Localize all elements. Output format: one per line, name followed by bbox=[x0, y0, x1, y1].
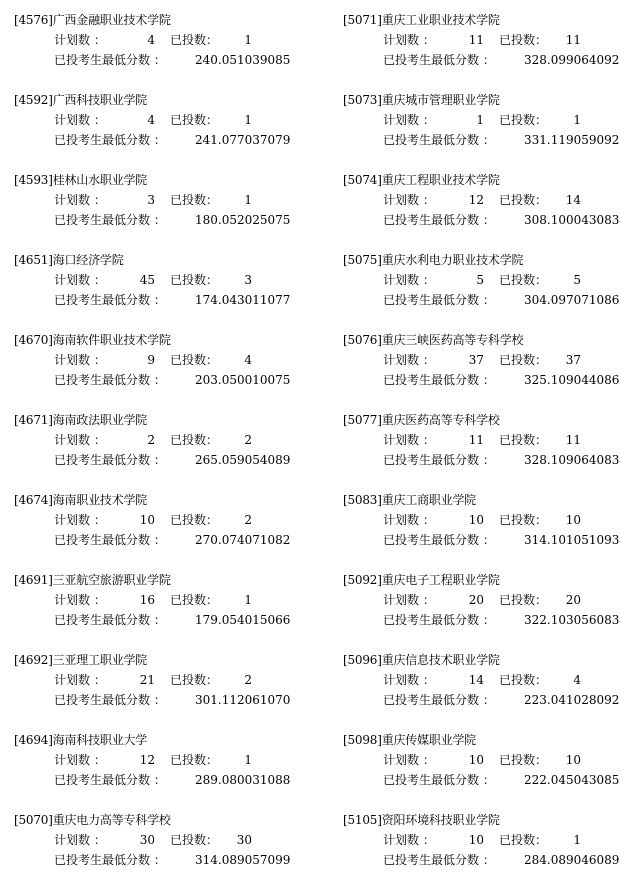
cast-count-value: 1 bbox=[244, 33, 252, 47]
cast-count-value: 1 bbox=[244, 593, 252, 607]
cast-count-value: 20 bbox=[565, 593, 581, 607]
school-title: [5071]重庆工业职业技术学院 bbox=[343, 13, 500, 27]
cast-count-label: 已投数： bbox=[499, 513, 548, 527]
school-title: [5074]重庆工程职业技术学院 bbox=[343, 173, 500, 187]
counts-line bbox=[343, 190, 631, 210]
school-entry bbox=[343, 170, 631, 250]
plan-count-value: 21 bbox=[139, 673, 155, 687]
school-entry bbox=[14, 170, 314, 250]
min-score-label: 已投考生最低分数 ： bbox=[383, 133, 495, 147]
min-score-label: 已投考生最低分数 ： bbox=[54, 853, 166, 867]
plan-count-value: 45 bbox=[139, 273, 155, 287]
plan-count-label: 计划数 ： bbox=[383, 433, 435, 447]
min-score-value: 314.089057099 bbox=[195, 853, 291, 867]
school-entry bbox=[14, 490, 314, 570]
plan-count-label: 计划数 ： bbox=[383, 33, 435, 47]
school-title: [4691]三亚航空旅游职业学院 bbox=[14, 573, 171, 587]
school-title-line bbox=[14, 650, 314, 670]
min-score-line bbox=[343, 850, 631, 870]
school-entry bbox=[343, 330, 631, 410]
cast-count-label: 已投数： bbox=[499, 33, 548, 47]
min-score-label: 已投考生最低分数 ： bbox=[383, 613, 495, 627]
min-score-value: 240.051039085 bbox=[195, 53, 291, 67]
plan-count-label: 计划数 ： bbox=[54, 753, 106, 767]
school-title: [4670]海南软件职业技术学院 bbox=[14, 333, 171, 347]
school-title-line bbox=[343, 90, 631, 110]
counts-line bbox=[14, 750, 314, 770]
plan-count-label: 计划数 ： bbox=[54, 593, 106, 607]
min-score-label: 已投考生最低分数 ： bbox=[54, 133, 166, 147]
cast-count-value: 1 bbox=[244, 113, 252, 127]
min-score-value: 314.101051093 bbox=[524, 533, 620, 547]
min-score-label: 已投考生最低分数 ： bbox=[383, 53, 495, 67]
cast-count-value: 5 bbox=[573, 273, 581, 287]
min-score-line bbox=[343, 50, 631, 70]
min-score-line bbox=[14, 210, 314, 230]
cast-count-value: 1 bbox=[573, 113, 581, 127]
school-entry bbox=[343, 810, 631, 890]
min-score-value: 322.103056083 bbox=[524, 613, 620, 627]
plan-count-value: 5 bbox=[476, 273, 484, 287]
plan-count-value: 4 bbox=[147, 33, 155, 47]
plan-count-label: 计划数 ： bbox=[54, 833, 106, 847]
min-score-label: 已投考生最低分数 ： bbox=[383, 693, 495, 707]
counts-line bbox=[14, 430, 314, 450]
cast-count-value: 3 bbox=[244, 273, 252, 287]
school-title-line bbox=[14, 730, 314, 750]
school-entry bbox=[343, 570, 631, 650]
counts-line bbox=[343, 590, 631, 610]
cast-count-value: 4 bbox=[244, 353, 252, 367]
cast-count-value: 1 bbox=[244, 753, 252, 767]
min-score-value: 223.041028092 bbox=[524, 693, 620, 707]
min-score-line bbox=[14, 690, 314, 710]
school-entry bbox=[343, 650, 631, 730]
school-title: [5092]重庆电子工程职业学院 bbox=[343, 573, 500, 587]
min-score-value: 328.109064083 bbox=[524, 453, 620, 467]
cast-count-value: 11 bbox=[565, 433, 581, 447]
min-score-line bbox=[14, 610, 314, 630]
school-title-line bbox=[343, 570, 631, 590]
min-score-line bbox=[343, 290, 631, 310]
min-score-line bbox=[343, 450, 631, 470]
min-score-line bbox=[14, 850, 314, 870]
school-entry bbox=[14, 410, 314, 490]
school-title-line bbox=[343, 490, 631, 510]
school-title: [5098]重庆传媒职业学院 bbox=[343, 733, 477, 747]
school-title: [5076]重庆三峡医药高等专科学校 bbox=[343, 333, 524, 347]
min-score-line bbox=[343, 130, 631, 150]
min-score-value: 222.045043085 bbox=[524, 773, 620, 787]
school-title: [5096]重庆信息技术职业学院 bbox=[343, 653, 500, 667]
counts-line bbox=[343, 270, 631, 290]
cast-count-label: 已投数： bbox=[170, 193, 219, 207]
plan-count-label: 计划数 ： bbox=[54, 193, 106, 207]
cast-count-value: 1 bbox=[244, 193, 252, 207]
min-score-line bbox=[343, 770, 631, 790]
school-title: [5083]重庆工商职业学院 bbox=[343, 493, 477, 507]
cast-count-value: 2 bbox=[244, 433, 252, 447]
plan-count-label: 计划数 ： bbox=[383, 513, 435, 527]
min-score-line bbox=[343, 370, 631, 390]
min-score-value: 328.099064092 bbox=[524, 53, 620, 67]
school-title-line bbox=[343, 730, 631, 750]
school-entry bbox=[343, 730, 631, 810]
cast-count-value: 4 bbox=[573, 673, 581, 687]
plan-count-value: 2 bbox=[147, 433, 155, 447]
min-score-label: 已投考生最低分数 ： bbox=[383, 213, 495, 227]
school-title-line bbox=[14, 570, 314, 590]
plan-count-label: 计划数 ： bbox=[54, 113, 106, 127]
plan-count-label: 计划数 ： bbox=[54, 513, 106, 527]
min-score-label: 已投考生最低分数 ： bbox=[54, 613, 166, 627]
cast-count-label: 已投数： bbox=[170, 433, 219, 447]
min-score-value: 203.050010075 bbox=[195, 373, 291, 387]
min-score-value: 325.109044086 bbox=[524, 373, 620, 387]
school-entry bbox=[14, 570, 314, 650]
school-title: [5070]重庆电力高等专科学校 bbox=[14, 813, 171, 827]
plan-count-label: 计划数 ： bbox=[383, 353, 435, 367]
min-score-line bbox=[343, 690, 631, 710]
school-title-line bbox=[14, 90, 314, 110]
plan-count-value: 10 bbox=[468, 753, 484, 767]
school-title-line bbox=[343, 810, 631, 830]
cast-count-label: 已投数： bbox=[499, 833, 548, 847]
school-title: [4651]海口经济学院 bbox=[14, 253, 124, 267]
min-score-line bbox=[14, 290, 314, 310]
min-score-value: 331.119059092 bbox=[524, 133, 620, 147]
min-score-value: 265.059054089 bbox=[195, 453, 291, 467]
cast-count-label: 已投数： bbox=[170, 593, 219, 607]
plan-count-value: 37 bbox=[468, 353, 484, 367]
cast-count-label: 已投数： bbox=[170, 353, 219, 367]
school-title-line bbox=[343, 170, 631, 190]
plan-count-label: 计划数 ： bbox=[383, 113, 435, 127]
plan-count-label: 计划数 ： bbox=[383, 193, 435, 207]
cast-count-label: 已投数： bbox=[170, 113, 219, 127]
plan-count-value: 10 bbox=[468, 833, 484, 847]
cast-count-label: 已投数： bbox=[499, 273, 548, 287]
min-score-value: 284.089046089 bbox=[524, 853, 620, 867]
plan-count-label: 计划数 ： bbox=[54, 273, 106, 287]
min-score-label: 已投考生最低分数 ： bbox=[383, 853, 495, 867]
school-title-line bbox=[14, 10, 314, 30]
min-score-line bbox=[14, 50, 314, 70]
counts-line bbox=[343, 830, 631, 850]
school-title: [4674]海南职业技术学院 bbox=[14, 493, 148, 507]
cast-count-label: 已投数： bbox=[170, 513, 219, 527]
cast-count-label: 已投数： bbox=[499, 353, 548, 367]
min-score-value: 289.080031088 bbox=[195, 773, 291, 787]
counts-line bbox=[343, 750, 631, 770]
plan-count-label: 计划数 ： bbox=[54, 433, 106, 447]
school-entry bbox=[14, 730, 314, 810]
school-entry bbox=[343, 10, 631, 90]
school-title-line bbox=[14, 410, 314, 430]
counts-line bbox=[343, 350, 631, 370]
cast-count-value: 10 bbox=[565, 513, 581, 527]
cast-count-value: 10 bbox=[565, 753, 581, 767]
school-title: [5077]重庆医药高等专科学校 bbox=[343, 413, 500, 427]
school-title-line bbox=[343, 650, 631, 670]
min-score-value: 180.052025075 bbox=[195, 213, 291, 227]
school-title-line bbox=[343, 410, 631, 430]
school-entry bbox=[14, 650, 314, 730]
plan-count-value: 20 bbox=[468, 593, 484, 607]
plan-count-value: 1 bbox=[476, 113, 484, 127]
min-score-value: 241.077037079 bbox=[195, 133, 291, 147]
plan-count-value: 12 bbox=[139, 753, 155, 767]
plan-count-value: 16 bbox=[139, 593, 155, 607]
school-entry bbox=[14, 250, 314, 330]
plan-count-value: 12 bbox=[468, 193, 484, 207]
cast-count-label: 已投数： bbox=[170, 753, 219, 767]
plan-count-value: 10 bbox=[468, 513, 484, 527]
min-score-line bbox=[343, 610, 631, 630]
cast-count-value: 14 bbox=[565, 193, 581, 207]
min-score-value: 308.100043083 bbox=[524, 213, 620, 227]
counts-line bbox=[14, 670, 314, 690]
school-title: [4694]海南科技职业大学 bbox=[14, 733, 148, 747]
min-score-label: 已投考生最低分数 ： bbox=[54, 373, 166, 387]
plan-count-label: 计划数 ： bbox=[383, 833, 435, 847]
min-score-label: 已投考生最低分数 ： bbox=[383, 773, 495, 787]
cast-count-value: 11 bbox=[565, 33, 581, 47]
school-title-line bbox=[343, 10, 631, 30]
school-title: [4592]广西科技职业学院 bbox=[14, 93, 148, 107]
counts-line bbox=[14, 30, 314, 50]
min-score-value: 179.054015066 bbox=[195, 613, 291, 627]
cast-count-label: 已投数： bbox=[170, 273, 219, 287]
plan-count-value: 3 bbox=[147, 193, 155, 207]
min-score-value: 174.043011077 bbox=[195, 293, 291, 307]
school-title-line bbox=[343, 330, 631, 350]
plan-count-label: 计划数 ： bbox=[54, 33, 106, 47]
cast-count-label: 已投数： bbox=[499, 113, 548, 127]
school-title: [5105]资阳环境科技职业学院 bbox=[343, 813, 500, 827]
school-title-line bbox=[14, 810, 314, 830]
school-title-line bbox=[14, 330, 314, 350]
cast-count-label: 已投数： bbox=[170, 33, 219, 47]
plan-count-value: 11 bbox=[468, 433, 484, 447]
cast-count-label: 已投数： bbox=[499, 593, 548, 607]
counts-line bbox=[14, 190, 314, 210]
school-entry bbox=[343, 410, 631, 490]
plan-count-label: 计划数 ： bbox=[383, 673, 435, 687]
cast-count-value: 1 bbox=[573, 833, 581, 847]
counts-line bbox=[343, 30, 631, 50]
school-title: [4692]三亚理工职业学院 bbox=[14, 653, 148, 667]
cast-count-label: 已投数： bbox=[170, 833, 219, 847]
school-entry bbox=[343, 90, 631, 170]
plan-count-value: 14 bbox=[468, 673, 484, 687]
min-score-label: 已投考生最低分数 ： bbox=[54, 53, 166, 67]
cast-count-label: 已投数： bbox=[499, 193, 548, 207]
min-score-label: 已投考生最低分数 ： bbox=[54, 773, 166, 787]
school-title-line bbox=[14, 250, 314, 270]
school-entry bbox=[343, 250, 631, 330]
counts-line bbox=[14, 350, 314, 370]
plan-count-label: 计划数 ： bbox=[383, 753, 435, 767]
plan-count-label: 计划数 ： bbox=[383, 273, 435, 287]
min-score-line bbox=[14, 450, 314, 470]
min-score-line bbox=[14, 130, 314, 150]
cast-count-label: 已投数： bbox=[499, 673, 548, 687]
cast-count-value: 2 bbox=[244, 513, 252, 527]
counts-line bbox=[343, 110, 631, 130]
cast-count-value: 2 bbox=[244, 673, 252, 687]
counts-line bbox=[14, 590, 314, 610]
school-entry bbox=[14, 810, 314, 890]
school-title: [4593]桂林山水职业学院 bbox=[14, 173, 148, 187]
counts-line bbox=[14, 830, 314, 850]
school-title: [4576]广西金融职业技术学院 bbox=[14, 13, 171, 27]
min-score-line bbox=[14, 370, 314, 390]
min-score-value: 301.112061070 bbox=[195, 693, 291, 707]
counts-line bbox=[343, 670, 631, 690]
plan-count-label: 计划数 ： bbox=[383, 593, 435, 607]
min-score-label: 已投考生最低分数 ： bbox=[383, 453, 495, 467]
plan-count-value: 11 bbox=[468, 33, 484, 47]
plan-count-value: 9 bbox=[147, 353, 155, 367]
counts-line bbox=[343, 430, 631, 450]
cast-count-label: 已投数： bbox=[499, 753, 548, 767]
counts-line bbox=[343, 510, 631, 530]
plan-count-value: 4 bbox=[147, 113, 155, 127]
plan-count-label: 计划数 ： bbox=[54, 673, 106, 687]
school-title-line bbox=[14, 170, 314, 190]
min-score-label: 已投考生最低分数 ： bbox=[54, 453, 166, 467]
min-score-label: 已投考生最低分数 ： bbox=[54, 693, 166, 707]
min-score-value: 270.074071082 bbox=[195, 533, 291, 547]
counts-line bbox=[14, 110, 314, 130]
min-score-label: 已投考生最低分数 ： bbox=[383, 373, 495, 387]
cast-count-value: 30 bbox=[236, 833, 252, 847]
school-title-line bbox=[14, 490, 314, 510]
plan-count-value: 10 bbox=[139, 513, 155, 527]
school-title: [4671]海南政法职业学院 bbox=[14, 413, 148, 427]
min-score-line bbox=[14, 770, 314, 790]
school-entry bbox=[14, 10, 314, 90]
cast-count-label: 已投数： bbox=[499, 433, 548, 447]
cast-count-value: 37 bbox=[565, 353, 581, 367]
min-score-label: 已投考生最低分数 ： bbox=[383, 533, 495, 547]
min-score-line bbox=[343, 530, 631, 550]
counts-line bbox=[14, 270, 314, 290]
plan-count-value: 30 bbox=[139, 833, 155, 847]
cast-count-label: 已投数： bbox=[170, 673, 219, 687]
right-column bbox=[343, 10, 631, 890]
min-score-line bbox=[14, 530, 314, 550]
min-score-line bbox=[343, 210, 631, 230]
min-score-label: 已投考生最低分数 ： bbox=[54, 533, 166, 547]
school-entry bbox=[14, 330, 314, 410]
min-score-label: 已投考生最低分数 ： bbox=[383, 293, 495, 307]
school-title: [5073]重庆城市管理职业学院 bbox=[343, 93, 500, 107]
school-title-line bbox=[343, 250, 631, 270]
min-score-label: 已投考生最低分数 ： bbox=[54, 293, 166, 307]
left-column bbox=[14, 10, 314, 890]
school-entry bbox=[343, 490, 631, 570]
plan-count-label: 计划数 ： bbox=[54, 353, 106, 367]
school-entry bbox=[14, 90, 314, 170]
school-title: [5075]重庆水利电力职业技术学院 bbox=[343, 253, 524, 267]
min-score-label: 已投考生最低分数 ： bbox=[54, 213, 166, 227]
counts-line bbox=[14, 510, 314, 530]
min-score-value: 304.097071086 bbox=[524, 293, 620, 307]
